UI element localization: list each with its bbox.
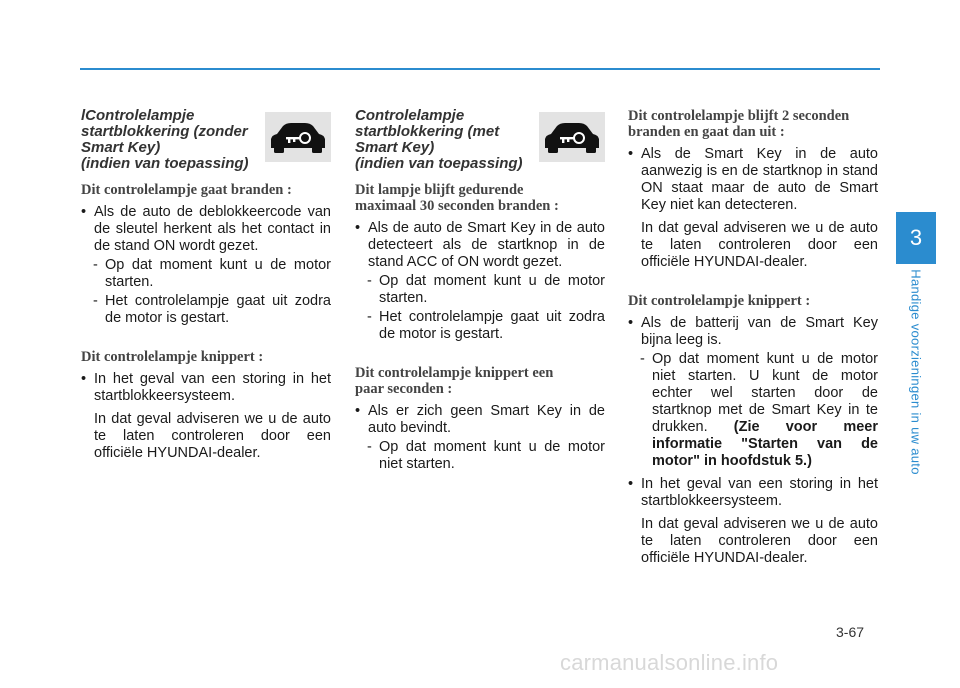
- col2-title: [355, 108, 540, 172]
- col2-title-line: Smart Key): [355, 139, 435, 156]
- col2-section1-heading-line: maximaal 30 seconden branden :: [355, 198, 559, 214]
- col1-bullet-1: • Als de auto de deblokkeercode van de sleutel herkent als het contact in de stand ON wordt gezet.: [81, 204, 331, 255]
- col2-section2-heading: [355, 365, 605, 397]
- col3-bullet-3: • In het geval van een storing in het startblokkeersysteem.: [628, 476, 878, 510]
- col3-bullet-2-sub-1-text: Op dat moment kunt u de motor niet starten. U kunt de motor echter wel starten door de startknop met de Smart Key in te drukken.: [652, 351, 878, 435]
- col2-bullet-2: • Als er zich geen Smart Key in de auto bevindt.: [355, 403, 605, 437]
- col3-bullet-2-sub-1-reference: (Zie voor meer informatie "Starten van de motor" in hoofdstuk 5.): [652, 419, 878, 469]
- col3-bullet-1: • Als de Smart Key in de auto aanwezig is en de startknop in stand ON staat maar de auto de Smart Key niet kan detecteren.: [628, 146, 878, 214]
- col2-section2-heading-line: paar seconden :: [355, 381, 453, 397]
- col2-bullet-1-sub-2: - Het controlelampje gaat uit zodra de motor is gestart.: [355, 309, 605, 343]
- col3-section1-heading: [628, 108, 878, 140]
- col2-bullet-1: • Als de auto de Smart Key in de auto detecteert als de startknop in de stand ACC of ON wordt gezet.: [355, 220, 605, 271]
- column-1: [81, 108, 331, 462]
- col1-title-line: Smart Key): [81, 139, 161, 156]
- column-2: [355, 108, 605, 473]
- col1-bullet-1-sub-2: - Het controlelampje gaat uit zodra de motor is gestart.: [81, 293, 331, 327]
- car-key-indicator-icon: [539, 112, 605, 162]
- col3-bullet-1-para: In dat geval adviseren we u de auto te laten controleren door een officiële HYUNDAI-dealer.: [641, 220, 878, 270]
- col1-section2-heading: Dit controlelampje knippert :: [81, 349, 264, 365]
- col1-bullet-2-para: In dat geval adviseren we u de auto te laten controleren door een officiële HYUNDAI-dealer.: [94, 411, 331, 461]
- col1-header: [81, 108, 331, 178]
- col2-title-line: Controlelampje: [355, 107, 465, 124]
- col2-bullet-1-sub-1: - Op dat moment kunt u de motor starten.: [355, 273, 605, 307]
- car-key-indicator-icon: [265, 112, 331, 162]
- col2-section1-heading: [355, 182, 605, 214]
- col2-title-line: startblokkering (met: [355, 123, 500, 140]
- col3-section1-heading-line: Dit controlelampje blijft 2 seconden: [628, 108, 850, 124]
- col2-title-line: (indien van toepassing): [355, 155, 523, 172]
- col1-section1-heading: Dit controlelampje gaat branden :: [81, 182, 292, 198]
- watermark: carmanualsonline.info: [560, 650, 779, 675]
- col1-title: [81, 108, 266, 172]
- col3-section2-heading: Dit controlelampje knippert :: [628, 293, 811, 309]
- col1-bullet-1-sub-1: - Op dat moment kunt u de motor starten.: [81, 257, 331, 291]
- col1-bullet-2: • In het geval van een storing in het startblokkeersysteem.: [81, 371, 331, 405]
- column-3: [628, 108, 878, 567]
- col3-bullet-2: • Als de batterij van de Smart Key bijna leeg is.: [628, 315, 878, 349]
- chapter-title: Handige voorzieningen in uw auto: [908, 269, 924, 475]
- col2-header: [355, 108, 605, 178]
- page-number: 3-67: [836, 624, 865, 640]
- chapter-number-tab: 3: [896, 212, 936, 264]
- col1-title-line: (indien van toepassing): [81, 155, 249, 172]
- col1-title-line: lControlelampje: [81, 107, 195, 124]
- col1-title-line: startblokkering (zonder: [81, 123, 248, 140]
- col3-section1-heading-line: branden en gaat dan uit :: [628, 124, 785, 140]
- col3-bullet-3-para: In dat geval adviseren we u de auto te laten controleren door een officiële HYUNDAI-dealer.: [641, 516, 878, 566]
- col2-section1-heading-line: Dit lampje blijft gedurende: [355, 182, 524, 198]
- top-rule: [80, 68, 880, 70]
- col2-bullet-2-sub-1: - Op dat moment kunt u de motor niet starten.: [355, 439, 605, 473]
- col3-bullet-2-sub-1: [628, 351, 878, 470]
- col2-section2-heading-line: Dit controlelampje knippert een: [355, 365, 554, 381]
